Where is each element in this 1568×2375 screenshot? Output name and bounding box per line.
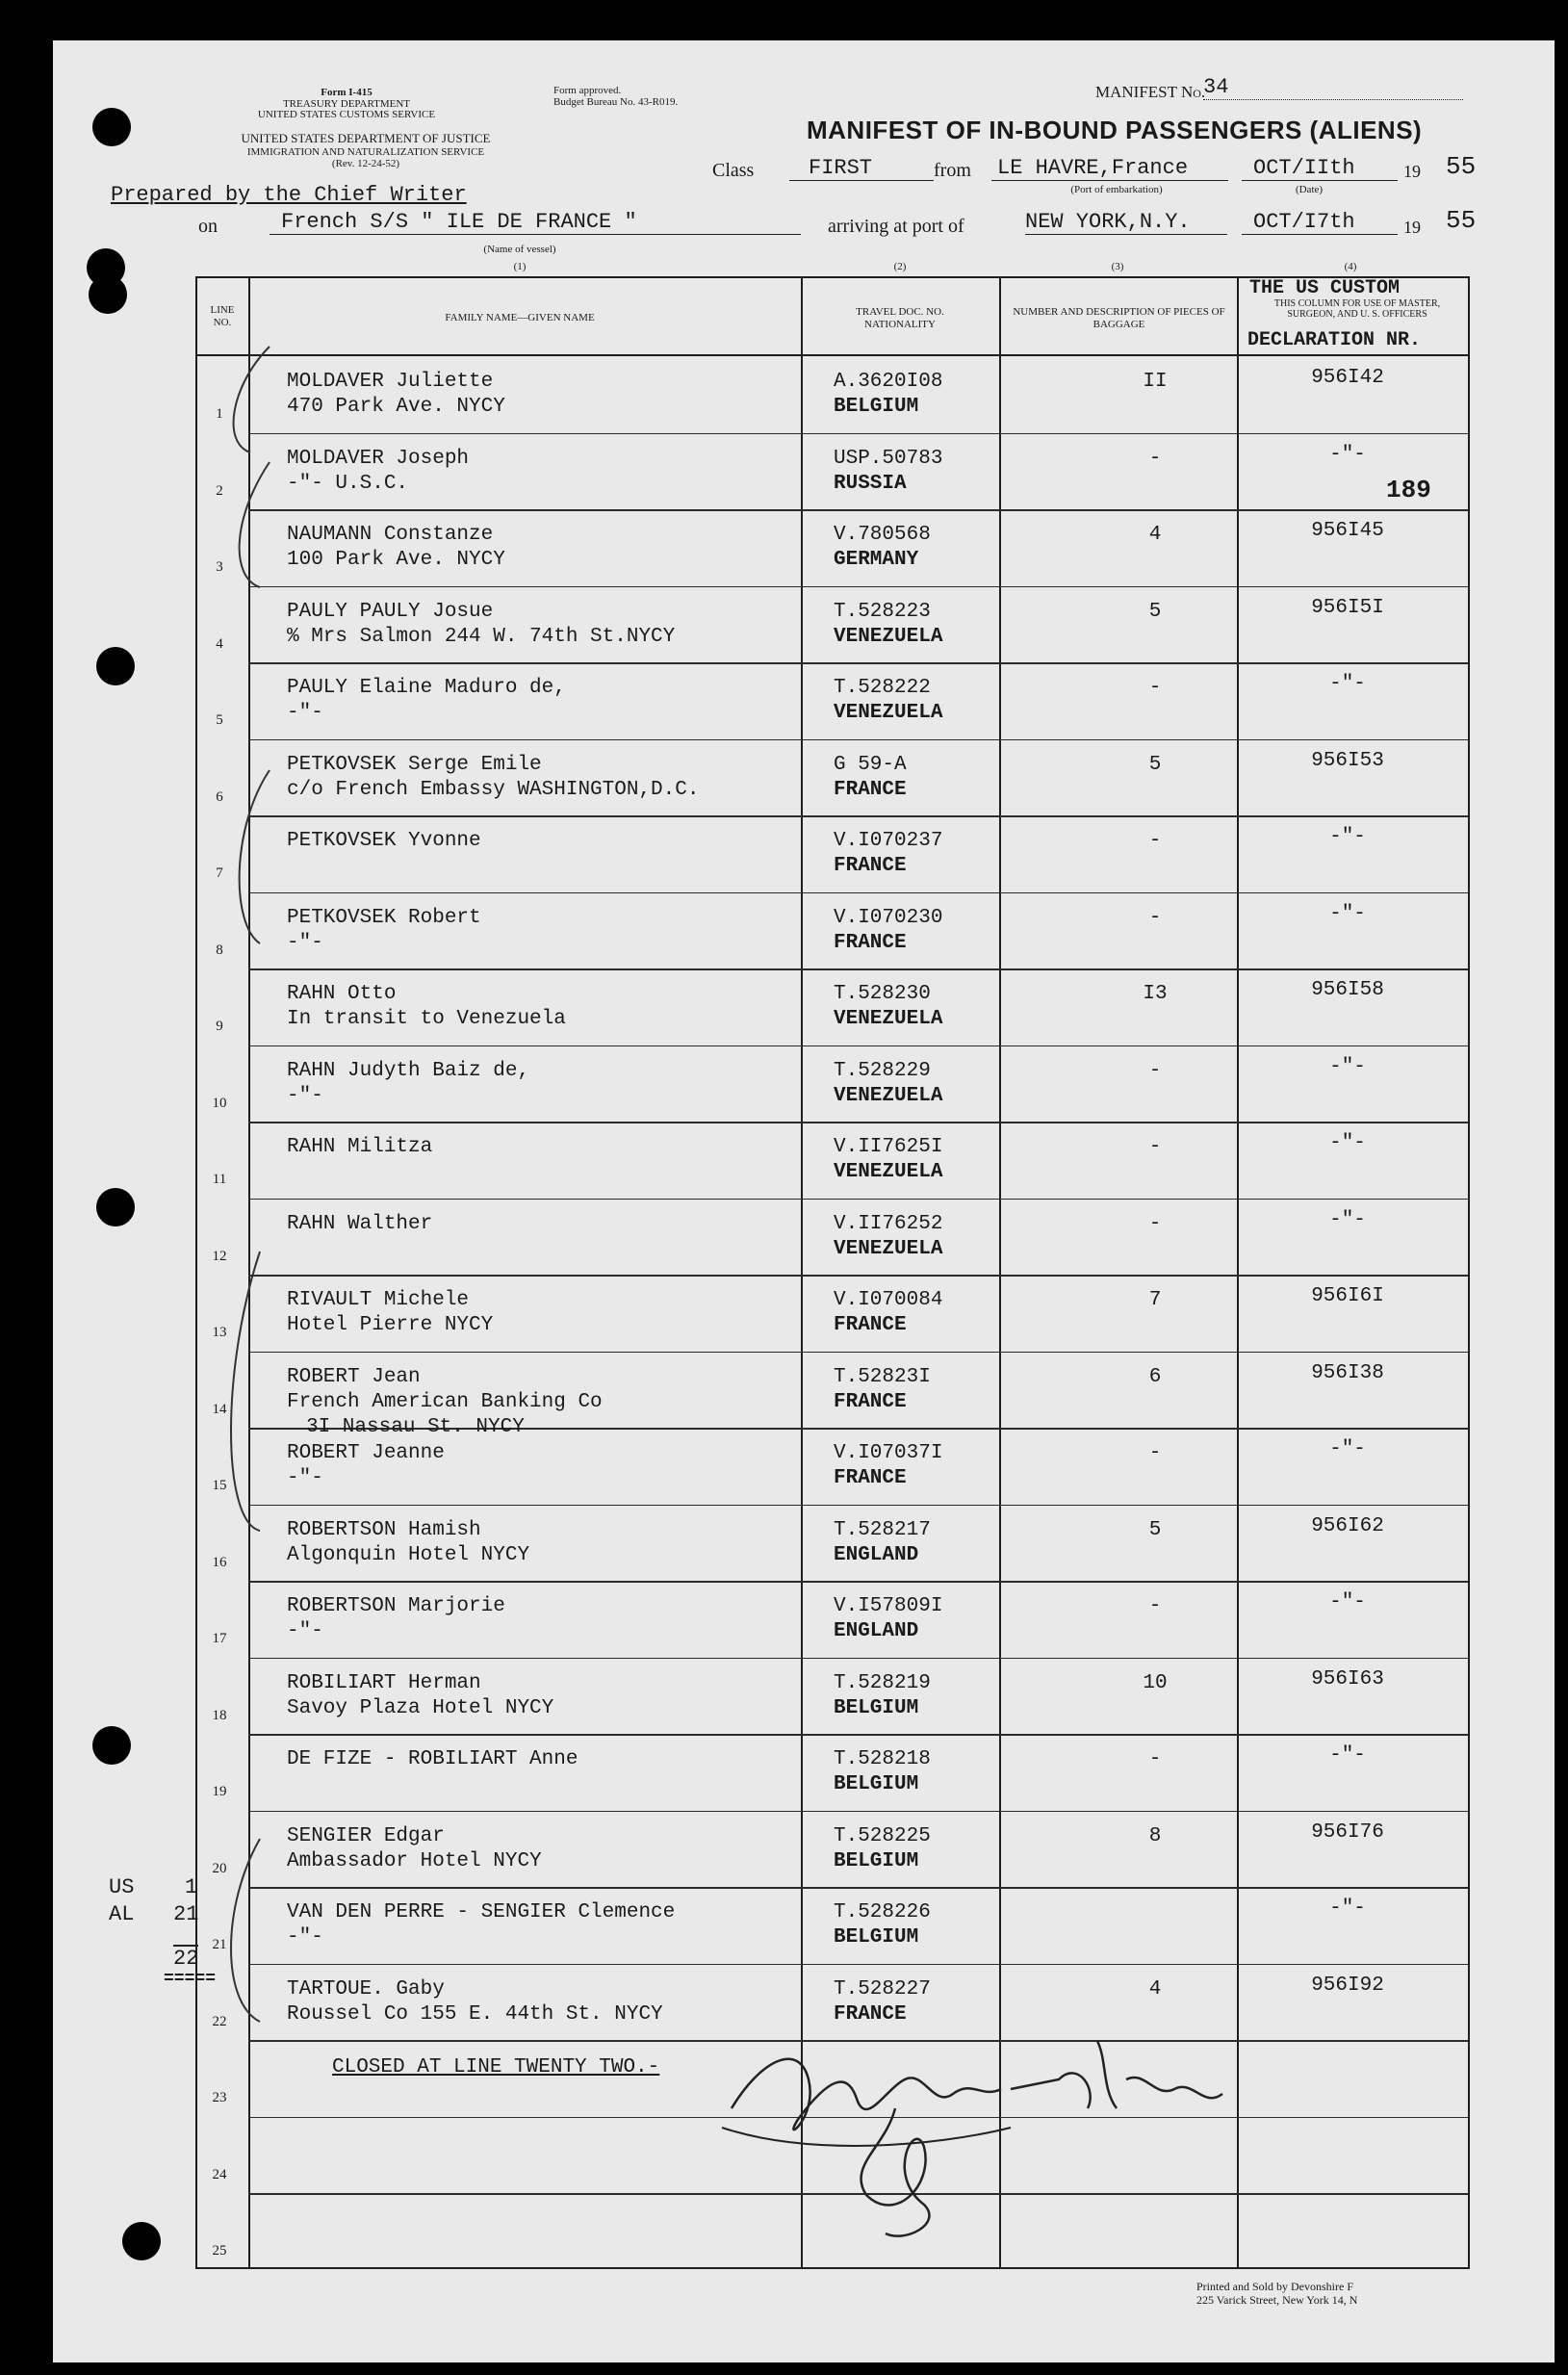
year-value-2: 55: [1446, 206, 1477, 235]
passenger-name: ROBILIART Herman: [287, 1671, 481, 1694]
travel-doc-number: V.II76252: [834, 1212, 943, 1235]
declaration-number: -"-: [1329, 826, 1366, 848]
row-divider: [248, 1199, 1468, 1200]
margin-al-value: 21: [173, 1902, 199, 1926]
baggage-pieces: -: [1148, 1212, 1162, 1235]
nationality: VENEZUELA: [834, 1084, 943, 1107]
passenger-address: Ambassador Hotel NYCY: [287, 1849, 542, 1872]
vessel-caption: (Name of vessel): [483, 244, 556, 255]
form-revision: (Rev. 12-24-52): [331, 158, 400, 169]
travel-doc-number: V.I07037I: [834, 1442, 943, 1464]
travel-doc-number: T.528219: [834, 1671, 931, 1694]
passenger-name: ROBERT Jean: [287, 1365, 421, 1388]
nationality: BELGIUM: [834, 1926, 919, 1949]
printer-line-2: 225 Varick Street, New York 14, N: [1196, 2293, 1358, 2307]
row-line-number: 11: [212, 1172, 227, 1187]
row-line-number: 13: [212, 1325, 227, 1340]
baggage-pieces: -: [1148, 906, 1162, 929]
row-divider: [248, 1887, 1468, 1889]
form-number: Form I-415: [321, 87, 373, 98]
date-caption: (Date): [1295, 184, 1324, 195]
passenger-name: DE FIZE - ROBILIART Anne: [287, 1748, 578, 1770]
travel-doc-number: T.528223: [834, 600, 931, 623]
declaration-number: -"-: [1329, 902, 1366, 925]
nationality: BELGIUM: [834, 396, 919, 418]
declaration-number: 956I58: [1311, 979, 1384, 1001]
travel-doc-number: V.I070230: [834, 906, 943, 929]
row-line-number: 2: [216, 482, 223, 499]
travel-doc-number: V.780568: [834, 524, 931, 546]
passenger-name: PETKOVSEK Robert: [287, 906, 481, 929]
year-prefix: 19: [1403, 162, 1421, 181]
row-divider: [248, 586, 1468, 588]
baggage-pieces: -: [1148, 1059, 1162, 1082]
passenger-address: Algonquin Hotel NYCY: [287, 1543, 530, 1566]
header-col4-print: THIS COLUMN FOR USE OF MASTER, SURGEON, AND U. S. OFFICERS: [1273, 298, 1441, 320]
declaration-number: -"-: [1329, 673, 1366, 695]
punch-hole: [122, 2222, 161, 2260]
row-line-number: 24: [212, 2166, 227, 2182]
margin-total: 22: [173, 1947, 199, 1971]
declaration-number: 956I76: [1311, 1820, 1384, 1844]
manifest-number: 34: [1203, 75, 1463, 100]
row-line-number: 22: [212, 2013, 227, 2029]
row-divider: [248, 1581, 1468, 1583]
port-caption: (Port of embarkation): [1070, 184, 1163, 195]
declaration-number: 956I6I: [1311, 1285, 1384, 1307]
row-divider: [248, 1122, 1468, 1123]
column-3-caption: (3): [1111, 261, 1124, 272]
column-2-caption: (2): [893, 261, 907, 272]
baggage-pieces: -: [1148, 677, 1162, 699]
punch-hole: [92, 1726, 131, 1765]
baggage-pieces: -: [1148, 830, 1162, 852]
passenger-name: RAHN Militza: [287, 1136, 433, 1158]
nationality: GERMANY: [834, 549, 919, 571]
travel-doc-number: G 59-A: [834, 753, 907, 776]
passenger-address: Hotel Pierre NYCY: [287, 1314, 494, 1336]
row-divider: [248, 968, 1468, 970]
declaration-number: 956I63: [1311, 1667, 1384, 1691]
passenger-address: -"-: [287, 1926, 323, 1949]
travel-doc-number: T.528222: [834, 677, 931, 699]
row-divider: [248, 1734, 1468, 1736]
declaration-number: -"-: [1329, 443, 1366, 466]
travel-doc-number: T.528227: [834, 1977, 931, 2001]
baggage-pieces: -: [1148, 447, 1162, 470]
nationality: BELGIUM: [834, 1696, 919, 1719]
passenger-address: -"- U.S.C.: [287, 472, 409, 495]
header-family-name: FAMILY NAME—GIVEN NAME: [445, 312, 595, 323]
nationality: BELGIUM: [834, 1773, 919, 1795]
row-line-number: 25: [212, 2243, 227, 2259]
form-approved: Form approved.: [553, 85, 622, 96]
passenger-address: -"-: [287, 931, 323, 954]
nationality: ENGLAND: [834, 1543, 919, 1566]
vessel-name: French S/S " ILE DE FRANCE ": [270, 210, 801, 235]
passenger-address: In transit to Venezuela: [287, 1008, 566, 1030]
column-4-caption: (4): [1344, 261, 1357, 272]
row-divider: [248, 1964, 1468, 1966]
arriving-label: arriving at port of: [828, 216, 964, 237]
row-divider: [248, 662, 1468, 664]
passenger-name: VAN DEN PERRE - SENGIER Clemence: [287, 1901, 676, 1923]
row-divider: [248, 1505, 1468, 1507]
row-divider: [248, 892, 1468, 894]
declaration-number: 956I53: [1311, 749, 1384, 772]
nationality: ENGLAND: [834, 1620, 919, 1642]
row-line-number: 1: [216, 406, 223, 422]
baggage-pieces: 4: [1148, 1977, 1162, 2001]
baggage-pieces: 10: [1143, 1671, 1168, 1694]
baggage-pieces: -: [1148, 1595, 1162, 1617]
row-line-number: 15: [212, 1478, 227, 1493]
declaration-number: 956I42: [1311, 367, 1384, 389]
row-divider: [248, 509, 1468, 511]
nationality: VENEZUELA: [834, 625, 943, 648]
passenger-name: ROBERTSON Marjorie: [287, 1595, 505, 1617]
passenger-name: SENGIER Edgar: [287, 1824, 445, 1847]
punch-hole: [92, 108, 131, 146]
travel-doc-number: T.528226: [834, 1901, 931, 1923]
travel-doc-number: T.528230: [834, 983, 931, 1005]
justice-dept: UNITED STATES DEPARTMENT OF JUSTICE: [241, 131, 491, 145]
passenger-address: -"-: [287, 1084, 323, 1107]
passenger-address: -"-: [287, 702, 323, 724]
travel-doc-number: USP.50783: [834, 447, 943, 470]
travel-doc-number: T.52823I: [834, 1365, 931, 1388]
passenger-address: c/o French Embassy WASHINGTON,D.C.: [287, 778, 700, 801]
passenger-name: PAULY PAULY Josue: [287, 600, 494, 623]
year-value: 55: [1446, 152, 1477, 181]
row-line-number: 3: [216, 559, 223, 575]
passenger-name: PETKOVSEK Yvonne: [287, 830, 481, 852]
immigration-service: IMMIGRATION AND NATURALIZATION SERVICE: [246, 146, 485, 158]
margin-us-label: US: [109, 1875, 135, 1899]
closing-signature: [693, 2002, 1232, 2253]
header-baggage: NUMBER AND DESCRIPTION OF PIECES OF BAGGAGE: [1013, 306, 1225, 330]
year-prefix-2: 19: [1403, 218, 1421, 237]
nationality: RUSSIA: [834, 472, 907, 495]
declaration-number: 956I5I: [1311, 596, 1384, 619]
declaration-number: -"-: [1329, 1744, 1366, 1767]
row-line-number: 20: [212, 1860, 227, 1876]
passenger-address: Roussel Co 155 E. 44th St. NYCY: [287, 2002, 663, 2026]
nationality: BELGIUM: [834, 1849, 919, 1872]
baggage-pieces: 8: [1148, 1824, 1162, 1847]
passenger-address: Savoy Plaza Hotel NYCY: [287, 1696, 554, 1719]
baggage-pieces: II: [1143, 371, 1168, 393]
row-divider: [248, 433, 1468, 435]
budget-bureau: Budget Bureau No. 43-R019.: [553, 96, 679, 108]
passenger-address: -"-: [287, 1467, 323, 1489]
baggage-pieces: -: [1148, 1748, 1162, 1770]
row-divider: [248, 1658, 1468, 1660]
header-travel-doc: TRAVEL DOC. NO. NATIONALITY: [856, 306, 944, 330]
arrival-port: NEW YORK,N.Y.: [1025, 210, 1227, 235]
row-line-number: 10: [212, 1095, 227, 1111]
nationality: FRANCE: [834, 1314, 907, 1336]
nationality: FRANCE: [834, 778, 907, 801]
on-label: on: [198, 216, 218, 237]
class-value: FIRST: [789, 156, 934, 181]
baggage-pieces: 5: [1148, 1518, 1162, 1541]
page-number: 189: [1386, 476, 1431, 504]
treasury-dept: TREASURY DEPARTMENT: [282, 98, 411, 110]
prepared-by: Prepared by the Chief Writer: [111, 183, 467, 207]
punch-hole: [89, 275, 127, 314]
travel-doc-number: V.II7625I: [834, 1136, 943, 1158]
travel-doc-number: A.3620I08: [834, 371, 943, 393]
arrival-date: OCT/I7th: [1242, 210, 1398, 235]
passenger-name: PETKOVSEK Serge Emile: [287, 753, 542, 776]
row-line-number: 4: [216, 635, 223, 652]
passenger-name: PAULY Elaine Maduro de,: [287, 677, 566, 699]
travel-doc-number: V.I57809I: [834, 1595, 943, 1617]
passenger-name: ROBERTSON Hamish: [287, 1518, 481, 1541]
passenger-address-2: 3I Nassau St. NYCY: [306, 1415, 525, 1438]
passenger-name: RAHN Walther: [287, 1212, 433, 1235]
baggage-pieces: 6: [1148, 1365, 1162, 1388]
declaration-number: -"-: [1329, 1055, 1366, 1078]
baggage-pieces: -: [1148, 1442, 1162, 1464]
baggage-pieces: 5: [1148, 753, 1162, 776]
row-line-number: 7: [216, 865, 223, 881]
declaration-number: 956I38: [1311, 1361, 1384, 1384]
row-line-number: 8: [216, 942, 223, 958]
row-divider: [248, 1275, 1468, 1277]
embarkation-date: OCT/IIth: [1242, 156, 1398, 181]
nationality: VENEZUELA: [834, 1008, 943, 1030]
passenger-name: RAHN Otto: [287, 983, 397, 1005]
row-line-number: 18: [212, 1707, 227, 1723]
port-of-embarkation: LE HAVRE,France: [991, 156, 1228, 181]
declaration-number: -"-: [1329, 1438, 1366, 1460]
from-label: from: [934, 160, 971, 181]
passenger-name: RAHN Judyth Baiz de,: [287, 1059, 530, 1082]
passenger-name: TARTOUE. Gaby: [287, 1977, 445, 2001]
travel-doc-number: V.I070084: [834, 1289, 943, 1311]
header-declaration-typed: DECLARATION NR.: [1247, 329, 1422, 351]
declaration-number: -"-: [1329, 1897, 1366, 1920]
printer-line-1: Printed and Sold by Devonshire F: [1196, 2280, 1353, 2293]
baggage-pieces: 5: [1148, 600, 1162, 623]
punch-hole: [96, 647, 135, 685]
passenger-name: RIVAULT Michele: [287, 1289, 470, 1311]
passenger-address: % Mrs Salmon 244 W. 74th St.NYCY: [287, 625, 676, 648]
nationality: FRANCE: [834, 931, 907, 954]
declaration-number: -"-: [1329, 1208, 1366, 1231]
header-line-no: LINE NO.: [210, 304, 235, 328]
row-line-number: 21: [212, 1937, 227, 1952]
nationality: FRANCE: [834, 1390, 907, 1413]
row-divider: [248, 815, 1468, 817]
margin-tally: =====: [164, 1970, 217, 1989]
declaration-number: -"-: [1329, 1591, 1366, 1613]
travel-doc-number: V.I070237: [834, 830, 943, 852]
nationality: VENEZUELA: [834, 1161, 943, 1183]
travel-doc-number: T.528225: [834, 1824, 931, 1847]
passenger-name: MOLDAVER Joseph: [287, 447, 470, 470]
travel-doc-number: T.528217: [834, 1518, 931, 1541]
travel-doc-number: T.528229: [834, 1059, 931, 1082]
row-line-number: 9: [216, 1019, 223, 1034]
baggage-pieces: 4: [1148, 524, 1162, 546]
nationality: FRANCE: [834, 1467, 907, 1489]
manifest-label: MANIFEST No.: [1095, 83, 1206, 101]
row-line-number: 19: [212, 1784, 227, 1799]
declaration-number: -"-: [1329, 1132, 1366, 1154]
row-divider: [248, 1811, 1468, 1813]
row-line-number: 23: [212, 2090, 227, 2105]
margin-al-label: AL: [109, 1902, 135, 1926]
passenger-name: CLOSED AT LINE TWENTY TWO.-: [332, 2056, 660, 2078]
declaration-number: 956I62: [1311, 1514, 1384, 1537]
passenger-address: -"-: [287, 1620, 323, 1642]
declaration-number: 956I92: [1311, 1974, 1384, 1997]
row-line-number: 16: [212, 1554, 227, 1570]
margin-brackets: [193, 327, 308, 2253]
baggage-pieces: -: [1148, 1136, 1162, 1158]
nationality: FRANCE: [834, 855, 907, 877]
column-1-caption: (1): [513, 261, 527, 272]
row-divider: [248, 1046, 1468, 1047]
declaration-number: 956I45: [1311, 520, 1384, 542]
nationality: FRANCE: [834, 2002, 907, 2026]
nationality: VENEZUELA: [834, 702, 943, 724]
baggage-pieces: 7: [1148, 1289, 1162, 1311]
passenger-address: 470 Park Ave. NYCY: [287, 396, 505, 418]
customs-service: UNITED STATES CUSTOMS SERVICE: [257, 109, 436, 120]
row-line-number: 14: [212, 1401, 227, 1417]
page-title: MANIFEST OF IN-BOUND PASSENGERS (ALIENS): [807, 116, 1423, 144]
row-divider: [248, 1352, 1468, 1354]
passenger-name: ROBERT Jeanne: [287, 1442, 445, 1464]
passenger-name: MOLDAVER Juliette: [287, 371, 494, 393]
row-line-number: 5: [216, 712, 223, 728]
nationality: VENEZUELA: [834, 1237, 943, 1260]
row-line-number: 6: [216, 788, 223, 805]
baggage-pieces: I3: [1143, 983, 1168, 1005]
passenger-address: 100 Park Ave. NYCY: [287, 549, 505, 571]
class-label: Class: [712, 160, 755, 181]
travel-doc-number: T.528218: [834, 1748, 931, 1770]
punch-hole: [96, 1188, 135, 1226]
row-line-number: 17: [212, 1631, 227, 1646]
passenger-name: NAUMANN Constanze: [287, 524, 494, 546]
margin-us-value: 1: [185, 1875, 198, 1899]
row-divider: [248, 739, 1468, 741]
header-custom-typed: THE US CUSTOM: [1249, 277, 1401, 299]
passenger-address: French American Banking Co: [287, 1390, 603, 1413]
row-line-number: 12: [212, 1248, 227, 1264]
